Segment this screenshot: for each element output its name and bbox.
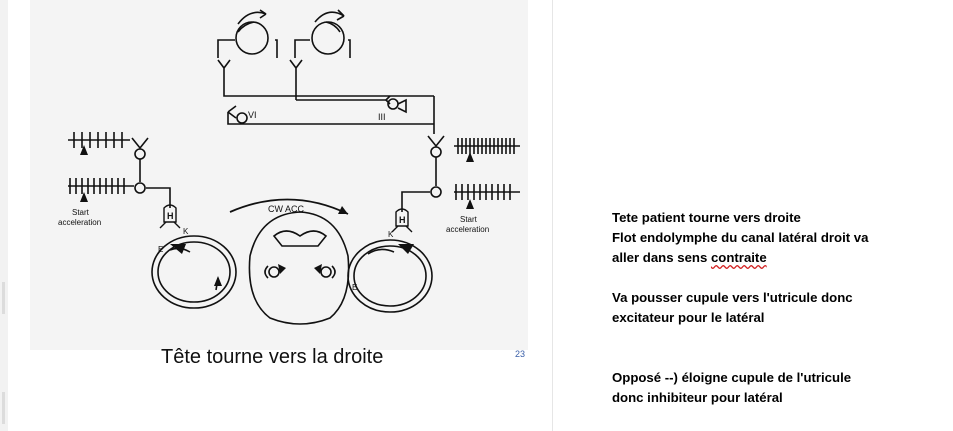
spelling-error-word[interactable]: contraite [710,250,767,265]
kinocilium-label-right: K [388,230,394,239]
blank-line [612,328,947,368]
canal-right-icon [348,240,432,312]
edge-marker [2,282,5,314]
notes-line: Flot endolymphe du canal latéral droit va [612,230,869,245]
notes-line: excitateur pour le latéral [612,310,765,325]
endolymph-label-left: E [158,245,164,254]
start-label-left: Start [72,208,89,217]
canal-left-icon [152,236,236,308]
nerve-label-iii: III [378,112,386,122]
head-top-view-icon [249,212,348,324]
eye-left-icon [218,10,277,58]
notes-line: Opposé --) éloigne cupule de l'utricule [612,370,852,385]
notes-line: donc inhibiteur pour latéral [612,390,783,405]
notes-line [612,248,947,268]
acceleration-label-right: acceleration [446,225,490,234]
edge-marker [2,392,5,424]
eye-right-icon [295,10,350,58]
slide-number: 23 [515,349,526,359]
endolymph-label-right: E [352,283,358,292]
slide-caption: Tête tourne vers la droite [161,346,384,368]
diagram-svg [30,0,528,350]
hair-cell-label-right: H [399,215,406,225]
blank-line [612,268,947,288]
acceleration-label-left: acceleration [58,218,102,227]
rotation-label: CW ACC [268,204,304,214]
slide-panel [8,0,552,431]
notes-text: aller dans sens [612,250,711,265]
notes-line: Tete patient tourne vers droite [612,210,801,225]
start-label-right: Start [460,215,477,224]
nerve-label-vi: VI [248,110,257,120]
panel-divider [552,0,553,431]
speaker-notes[interactable] [612,208,947,408]
kinocilium-label-left: K [183,227,189,236]
window-left-edge [0,0,8,431]
notes-line: Va pousser cupule vers l'utricule donc [612,290,853,305]
hair-cell-label-left: H [167,211,174,221]
vestibulo-ocular-diagram [30,0,528,350]
